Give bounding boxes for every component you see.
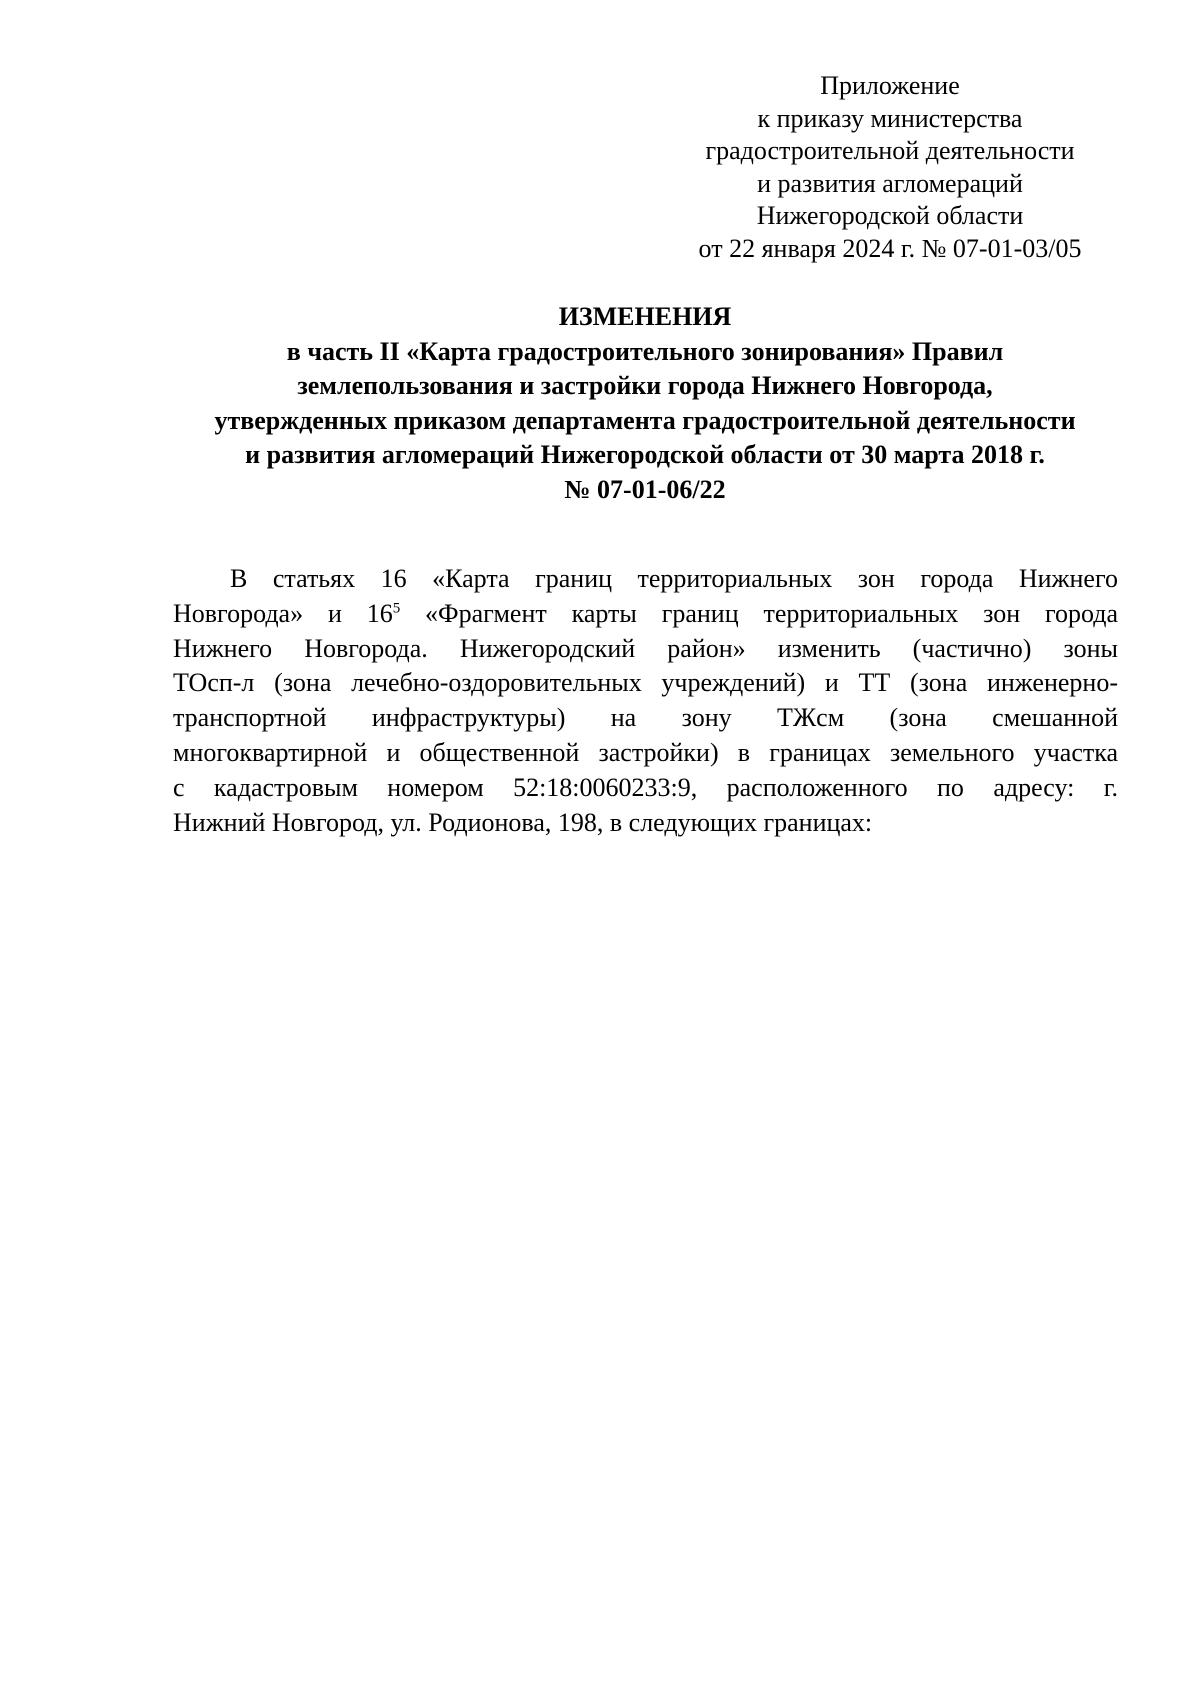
appendix-line: от 22 января 2024 г. № 07-01-03/05 <box>698 233 1082 263</box>
appendix-line: Нижегородской области <box>756 201 1024 230</box>
body-line: В статьях 16 «Карта границ территориальных зон города Нижнего <box>230 564 1118 593</box>
appendix-header <box>660 70 1120 265</box>
superscript: 5 <box>392 600 401 617</box>
body-text: Новгорода» и 16 <box>173 598 393 628</box>
body-line: многоквартирной и общественной застройки) в границах земельного участка <box>173 737 1118 767</box>
body-line: Нижнего Новгорода. Нижегородский район» изменить (частично) зоны <box>173 633 1118 663</box>
title-heading: ИЗМЕНЕНИЯ <box>558 302 732 331</box>
appendix-line: Приложение <box>820 71 960 100</box>
title-line: землепользования и застройки города Нижнего Новгорода, <box>297 371 993 400</box>
appendix-line: градостроительной деятельности <box>705 136 1075 165</box>
body-line <box>173 597 1118 632</box>
appendix-line: к приказу министерства <box>757 103 1023 133</box>
body-line: с кадастровым номером 52:18:0060233:9, расположенного по адресу: г. <box>173 772 1118 802</box>
body-line: ТОсп-л (зона лечебно-оздоровительных учреждений) и ТТ (зона инженерно- <box>173 668 1118 698</box>
title-line: в часть II «Карта градостроительного зонирования» Правил <box>286 336 1004 366</box>
title-line: и развития агломераций Нижегородской области от 30 марта 2018 г. <box>245 440 1045 469</box>
appendix-line: и развития агломераций <box>757 168 1023 198</box>
body-line: Нижний Новгород, ул. Родионова, 198, в следующих границах: <box>173 807 873 837</box>
document-title <box>150 300 1140 507</box>
body-paragraph <box>173 562 1118 840</box>
body-line: транспортной инфраструктуры) на зону ТЖсм (зона смешанной <box>173 703 1118 733</box>
title-line: утвержденных приказом департамента градостроительной деятельности <box>214 405 1076 435</box>
title-line: № 07-01-06/22 <box>564 474 726 504</box>
body-text: «Фрагмент карты границ территориальных зон города <box>400 598 1118 628</box>
